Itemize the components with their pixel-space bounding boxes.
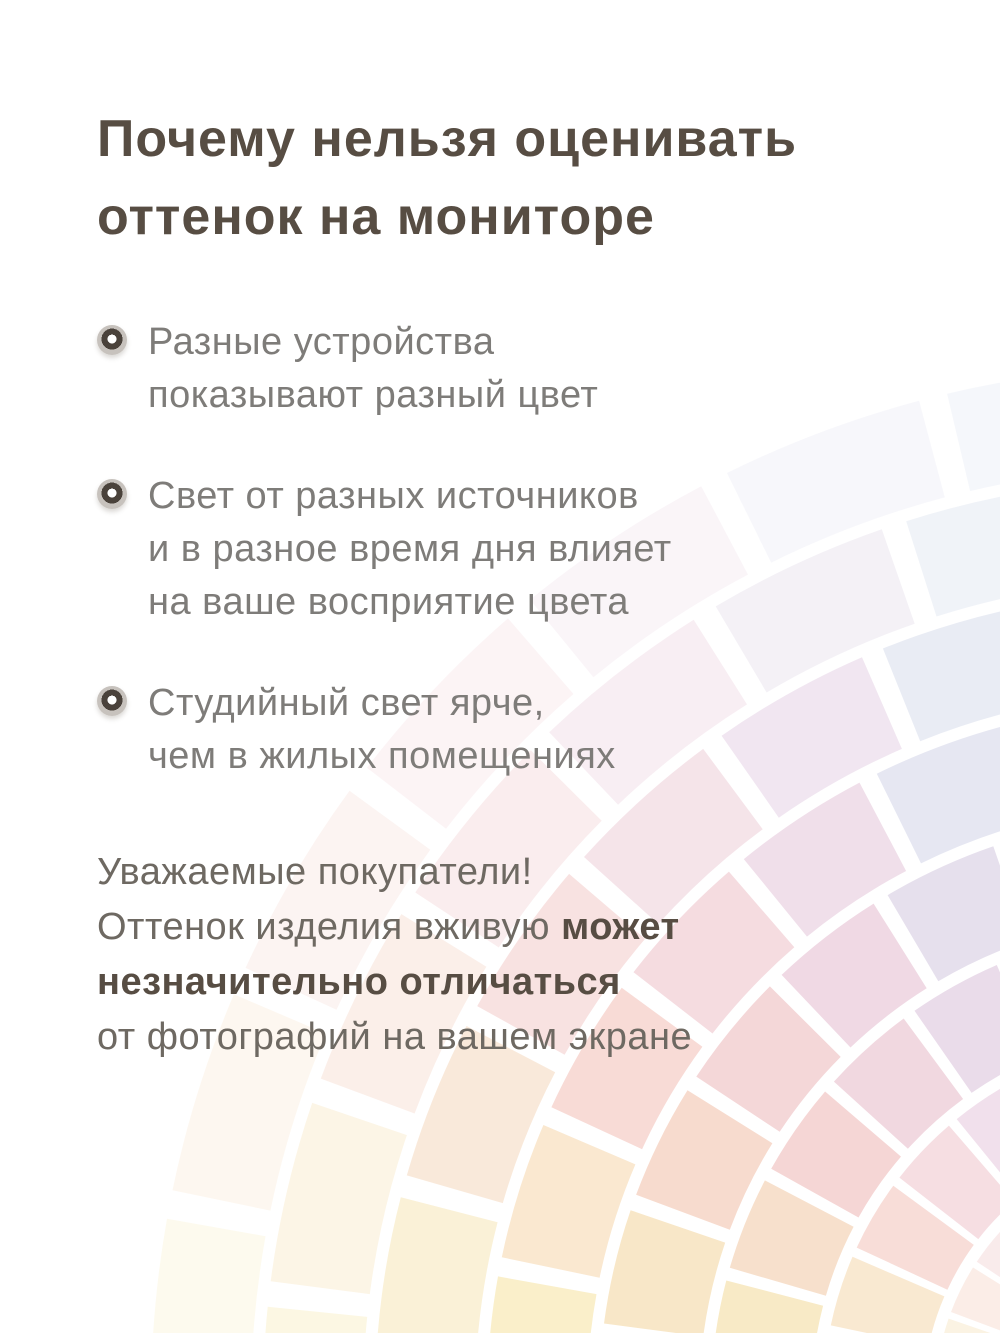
bullet-line: чем в жилых помещениях (148, 735, 616, 777)
bullet-list (97, 316, 940, 783)
notice-text (97, 845, 940, 1065)
bullet-text (148, 677, 616, 783)
title-line: оттенок на мониторе (97, 188, 655, 246)
bullet-line: показывают разный цвет (148, 374, 599, 416)
bullet-line: Свет от разных источников (148, 475, 639, 517)
page-title (97, 100, 940, 256)
notice-line: от фотографий на вашем экране (97, 1016, 693, 1058)
bullet-line: Разные устройства (148, 321, 495, 363)
ring-bullet-icon (97, 479, 127, 509)
bullet-line: Студийный свет ярче, (148, 682, 545, 724)
ring-bullet-icon (97, 686, 127, 716)
notice-line: незначительно отличаться (97, 961, 621, 1003)
list-item (97, 316, 940, 422)
bullet-text (148, 470, 672, 629)
title-line: Почему нельзя оценивать (97, 110, 798, 168)
bullet-text (148, 316, 598, 422)
bullet-line: на ваше восприятие цвета (148, 581, 629, 623)
ring-bullet-icon (97, 325, 127, 355)
list-item (97, 470, 940, 629)
bullet-line: и в разное время дня влияет (148, 528, 672, 570)
notice-line: Оттенок изделия вживую может (97, 906, 680, 948)
content-area (0, 100, 1000, 1065)
notice-line: Уважаемые покупатели! (97, 851, 533, 893)
list-item (97, 677, 940, 783)
